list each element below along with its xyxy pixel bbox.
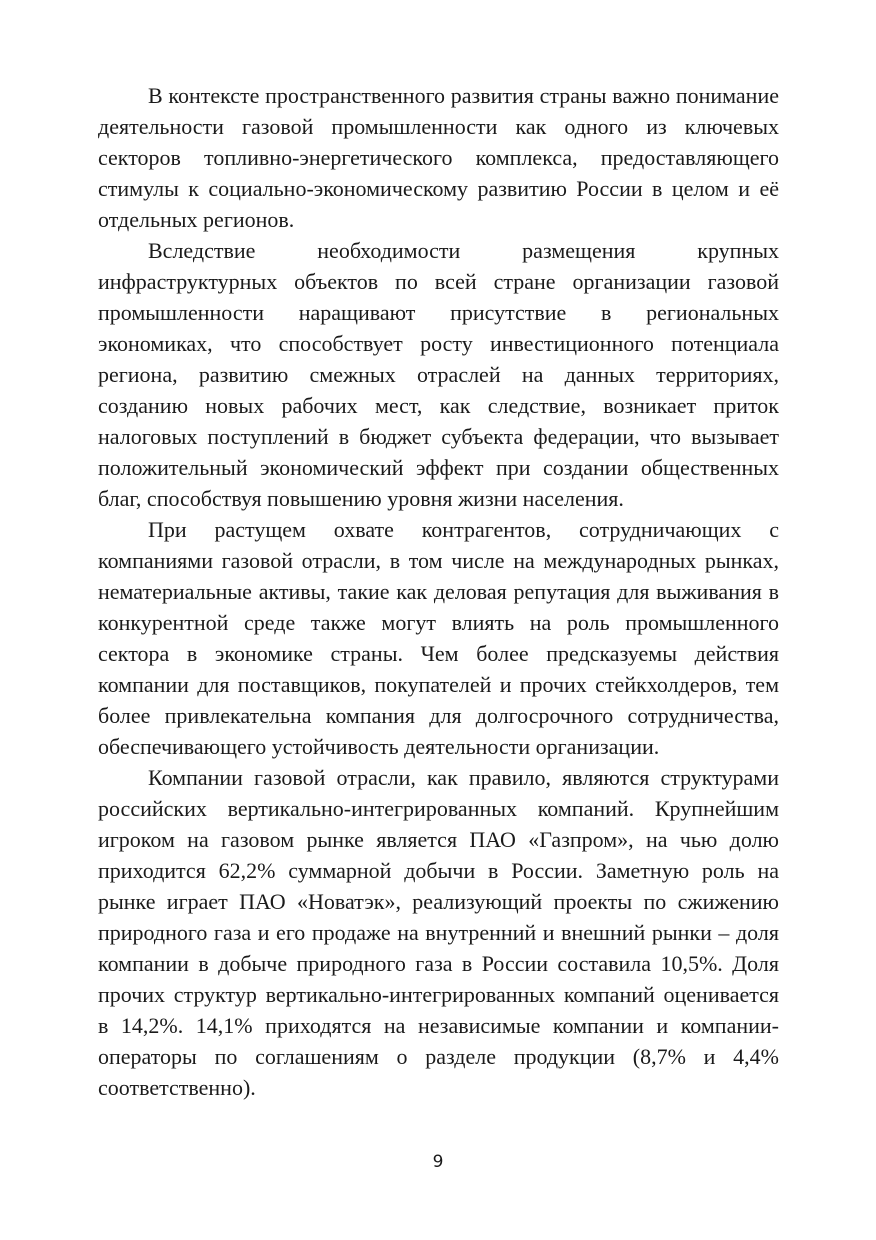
page-number: 9 — [432, 1152, 444, 1172]
body-text — [98, 80, 779, 1103]
paragraph-2: Вследствие необходимости размещения крупных инфраструктурных объектов по всей стране организации газовой промышленности наращивают присутствие в региональных экономиках, что способствует росту инвестиционного потенциала региона, развитию смежных отраслей на данных территориях, созданию новых рабочих мест, как следствие, возникает приток налоговых поступлений в бюджет субъекта федерации, что вызывает положительный экономический эффект при создании общественных благ, способствуя повышению уровня жизни населения. — [98, 238, 779, 511]
paragraph-4: Компании газовой отрасли, как правило, являются структурами российских вертикально-интегрированных компаний. Крупнейшим игроком на газовом рынке является ПАО «Газпром», на чью долю приходится 62,2% суммарной добычи в России. Заметную роль на рынке играет ПАО «Новатэк», реализующий проекты по сжижению природного газа и его продаже на внутренний и внешний рынки – доля компании в добыче природного газа в России составила 10,5%. Доля прочих структур вертикально-интегрированных компаний оценивается в 14,2%. 14,1% приходятся на независимые компании и компании-операторы по соглашениям о разделе продукции (8,7% и 4,4% соответственно). — [98, 765, 779, 1100]
paragraph-3: При растущем охвате контрагентов, сотрудничающих с компаниями газовой отрасли, в том числе на международных рынках, нематериальные активы, такие как деловая репутация для выживания в конкурентной среде также могут влиять на роль промышленного сектора в экономике страны. Чем более предсказуемы действия компании для поставщиков, покупателей и прочих стейкхолдеров, тем более привлекательна компания для долгосрочного сотрудничества, обеспечивающего устойчивость деятельности организации. — [98, 517, 779, 759]
paragraph-1: В контексте пространственного развития страны важно понимание деятельности газовой промышленности как одного из ключевых секторов топливно-энергетического комплекса, предоставляющего стимулы к социально-экономическому развитию России в целом и её отдельных регионов. — [98, 83, 779, 232]
